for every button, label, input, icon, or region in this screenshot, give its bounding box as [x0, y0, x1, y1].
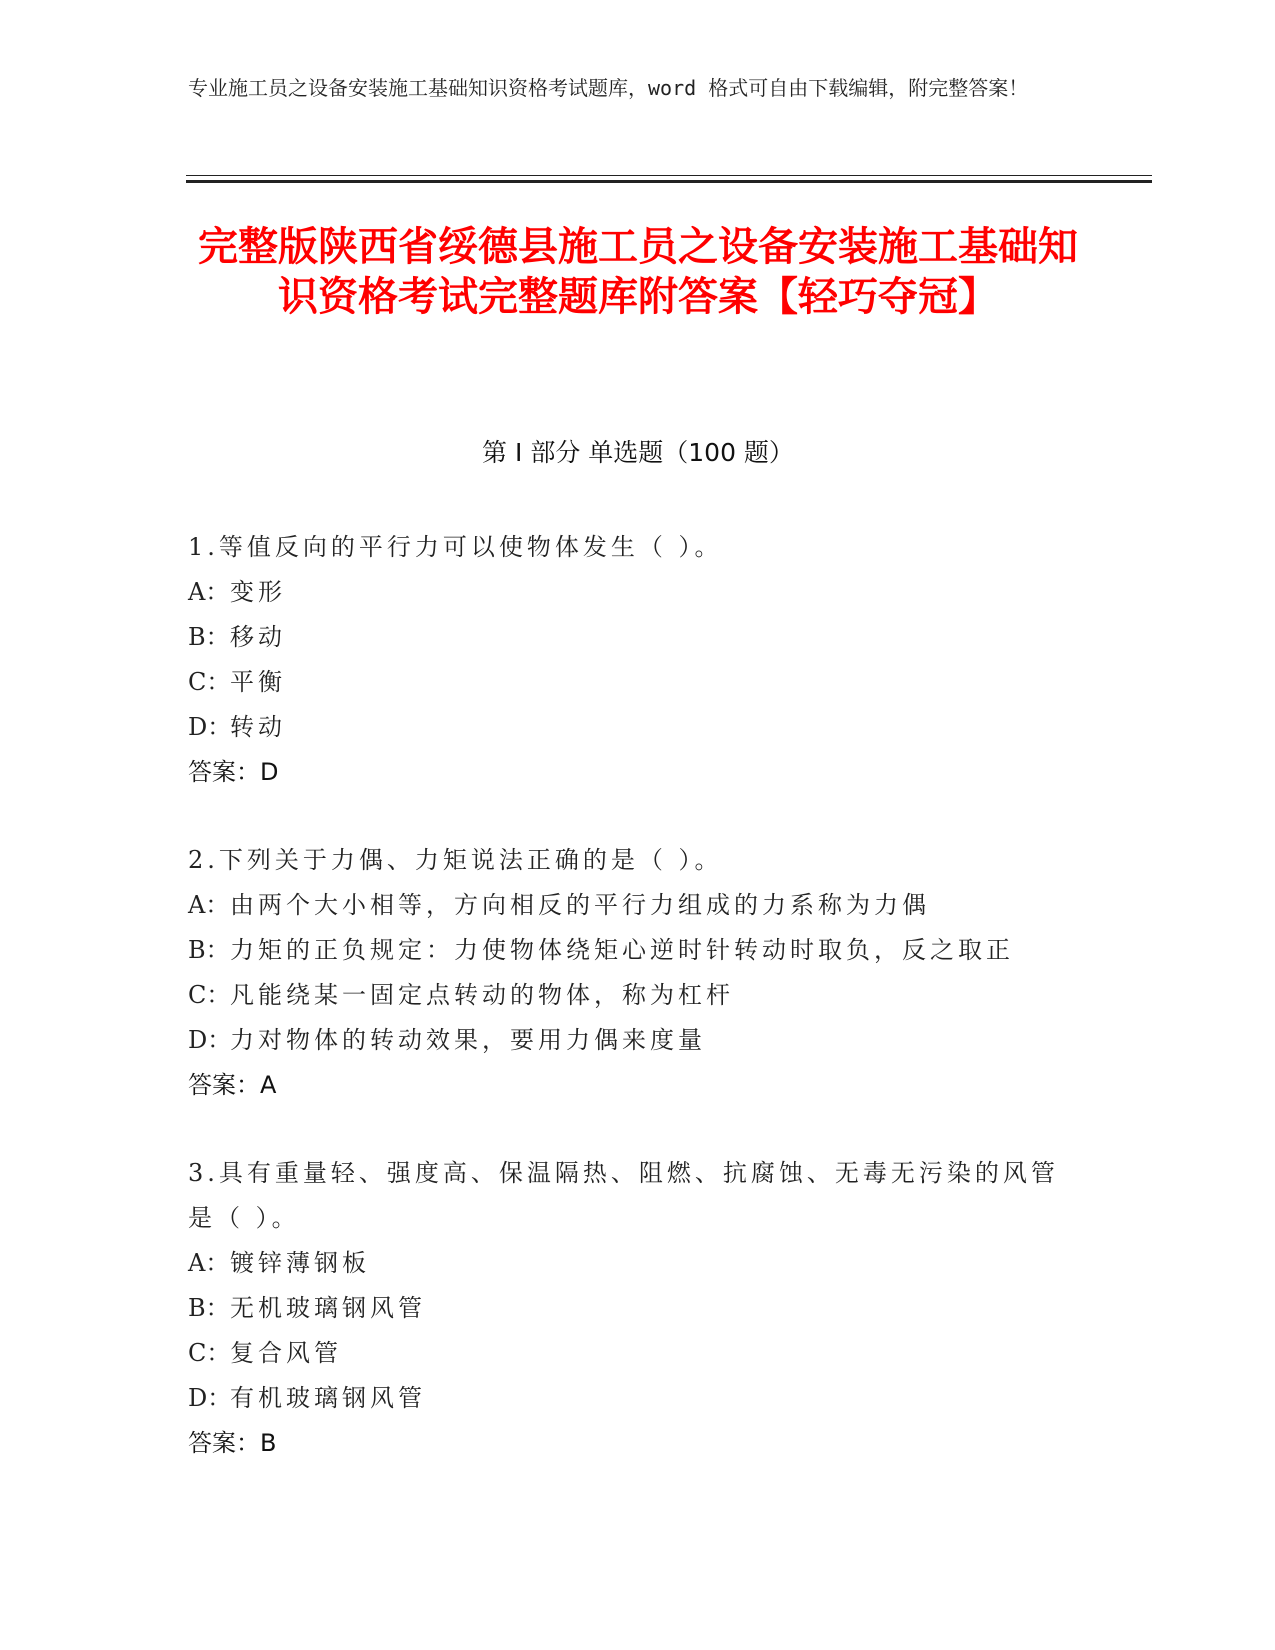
option-a	[188, 570, 1068, 615]
option-key: C：	[188, 1339, 231, 1367]
option-key: A：	[188, 1249, 230, 1277]
option-key: B：	[188, 936, 230, 964]
option-key: B：	[188, 623, 230, 651]
question-answer: 答案：B	[188, 1429, 277, 1457]
option-d	[188, 1018, 1068, 1063]
option-text: 无机玻璃钢风管	[230, 1294, 426, 1322]
question-stem: 1.等值反向的平行力可以使物体发生（ ）。	[188, 533, 723, 561]
option-key: D：	[188, 1384, 232, 1412]
option-b	[188, 1286, 1068, 1331]
option-text: 镀锌薄钢板	[230, 1249, 370, 1277]
option-text: 转动	[230, 713, 286, 741]
option-b	[188, 928, 1068, 973]
option-key: A：	[188, 891, 230, 919]
option-text: 平衡	[230, 668, 286, 696]
option-c	[188, 660, 1068, 705]
option-key: C：	[188, 981, 231, 1009]
option-key: B：	[188, 1294, 230, 1322]
option-text: 凡能绕某一固定点转动的物体，称为杠杆	[230, 981, 734, 1009]
option-text: 力对物体的转动效果，要用力偶来度量	[230, 1026, 706, 1054]
option-text: 有机玻璃钢风管	[230, 1384, 426, 1412]
option-text: 复合风管	[230, 1339, 342, 1367]
option-key: A：	[188, 578, 230, 606]
option-d	[188, 705, 1068, 750]
header-divider-thin	[186, 175, 1152, 176]
option-text: 变形	[230, 578, 286, 606]
option-d	[188, 1376, 1068, 1421]
question-1	[188, 525, 1068, 795]
question-3	[188, 1151, 1068, 1466]
question-answer: 答案：A	[188, 1071, 277, 1099]
question-stem: 3.具有重量轻、强度高、保温隔热、阻燃、抗腐蚀、无毒无污染的风管是（ ）。	[188, 1159, 1059, 1232]
option-a	[188, 1241, 1068, 1286]
option-text: 力矩的正负规定：力使物体绕矩心逆时针转动时取负，反之取正	[230, 936, 1014, 964]
option-a	[188, 883, 1068, 928]
option-key: C：	[188, 668, 231, 696]
option-c	[188, 973, 1068, 1018]
question-answer: 答案：D	[188, 758, 279, 786]
option-text: 移动	[230, 623, 286, 651]
question-stem: 2.下列关于力偶、力矩说法正确的是（ ）。	[188, 846, 723, 874]
section-heading: 第 I 部分 单选题（100 题）	[482, 438, 794, 467]
option-c	[188, 1331, 1068, 1376]
option-b	[188, 615, 1068, 660]
option-text: 由两个大小相等，方向相反的平行力组成的力系称为力偶	[230, 891, 930, 919]
option-key: D：	[188, 713, 232, 741]
question-list	[188, 525, 1068, 1509]
document-title: 完整版陕西省绥德县施工员之设备安装施工基础知识资格考试完整题库附答案【轻巧夺冠】	[198, 224, 1078, 320]
question-2	[188, 838, 1068, 1108]
header-note: 专业施工员之设备安装施工基础知识资格考试题库，word 格式可自由下载编辑，附完整答案！	[188, 76, 1029, 100]
header-divider-thick	[186, 180, 1152, 183]
option-key: D：	[188, 1026, 232, 1054]
